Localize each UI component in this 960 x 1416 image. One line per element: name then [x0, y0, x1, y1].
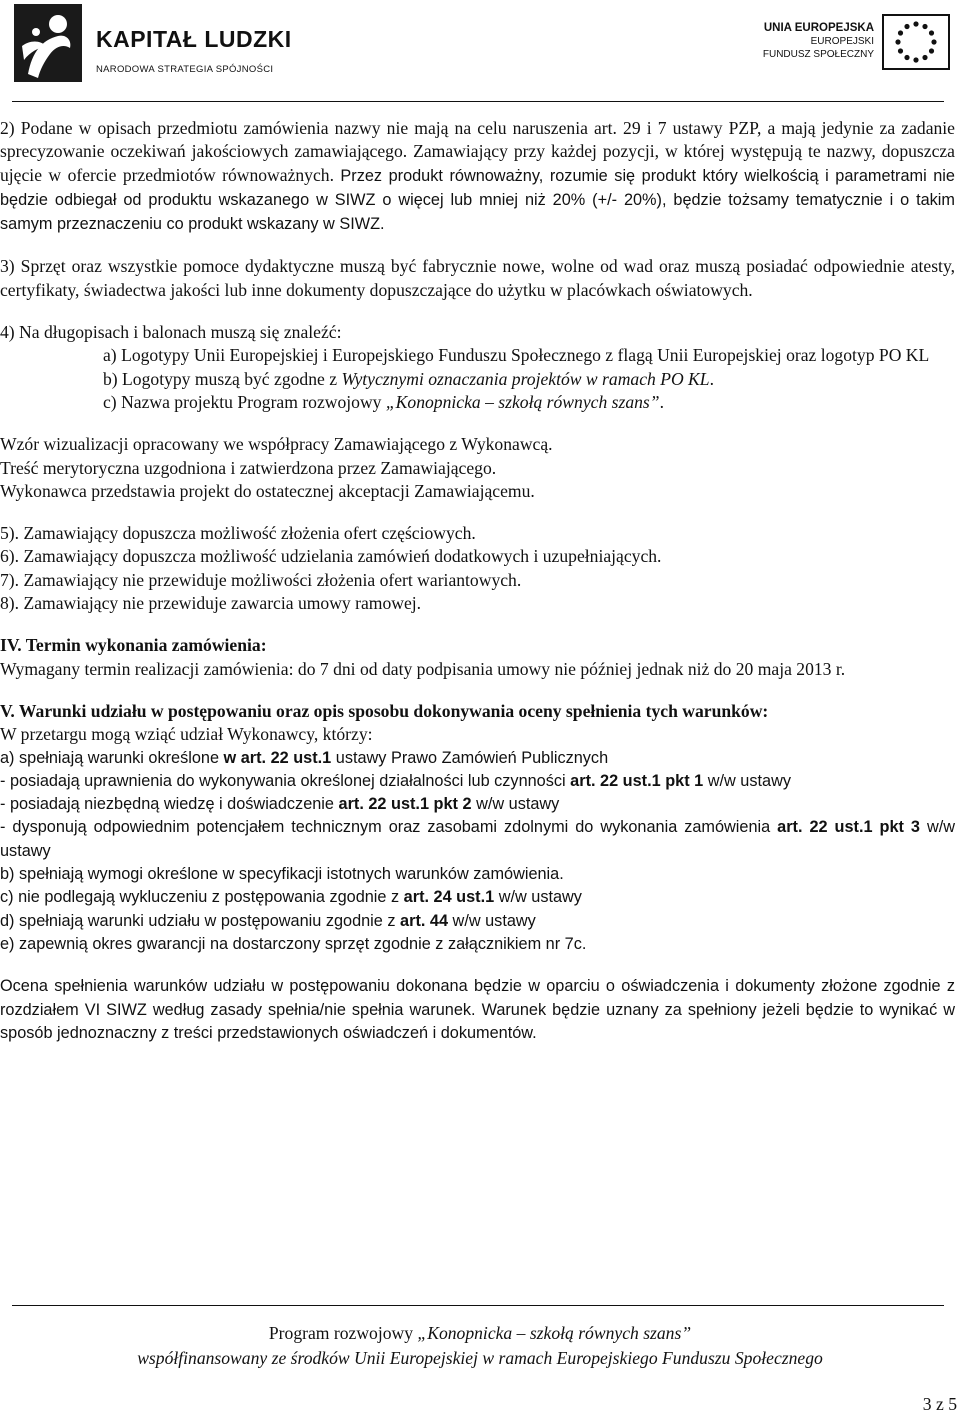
item-c-project-name: „Konopnicka – szkołą równych szans”: [385, 391, 660, 412]
kapital-ludzki-title: KAPITAŁ LUDZKI: [96, 26, 292, 52]
paragraph-4-item-a: a) Logotypy Unii Europejskiej i Europejskiego Funduszu Społecznego z flagą Unii Europejskiej oraz logotyp PO KL: [103, 345, 930, 366]
evaluation-paragraph: Ocena spełnienia warunków udziału w postępowaniu dokonana będzie w oparciu o oświadczenia i dokumenty złożone zgodnie z rozdziałem VI SIWZ według zasady spełnia/nie spełnia warunek. Warunek będzie uznany za spełniony jeżeli będzie to wynikać w sposób jednoznaczny z treści przedstawionych oświadczeń i dokumentów.: [0, 977, 955, 1042]
footer-divider: [12, 1305, 944, 1306]
visualization-note-2: Treść merytoryczna uzgodniona i zatwierdzona przez Zamawiającego.: [0, 457, 497, 478]
section-v-intro: W przetargu mogą wziąć udział Wykonawcy, którzy:: [0, 724, 373, 745]
visualization-note-3: Wykonawca przedstawia projekt do ostatecznej akceptacji Zamawiającemu.: [0, 480, 535, 501]
item-b-prefix: b) Logotypy muszą być zgodne z: [103, 368, 342, 389]
item-c-suffix: .: [659, 391, 664, 412]
item-8: 8). Zamawiający nie przewiduje zawarcia umowy ramowej.: [0, 593, 422, 614]
section-v-heading: V. Warunki udziału w postępowaniu oraz opis sposobu dokonywania oceny spełnienia tych warunków:: [0, 700, 769, 721]
footer-cofinancing: współfinansowany ze środków Unii Europejskiej w ramach Europejskiego Funduszu Społecznego: [137, 1348, 823, 1368]
page-header: [0, 0, 960, 92]
item-c-prefix: c) Nazwa projektu Program rozwojowy: [103, 391, 386, 412]
condition-a-1: - posiadają uprawnienia do wykonywania określonej działalności lub czynności art. 22 ust.1 pkt 1 w/w ustawy: [0, 771, 791, 790]
eu-logo-line2: EUROPEJSKI: [810, 36, 874, 47]
paragraph-4-item-c: [0, 391, 955, 414]
eu-logo-text: [763, 22, 874, 61]
condition-a-2: - posiadają niezbędną wiedzę i doświadczenie art. 22 ust.1 pkt 2 w/w ustawy: [0, 795, 560, 814]
section-iv-text: Wymagany termin realizacji zamówienia: do 7 dni od daty podpisania umowy nie później jednak niż do 20 maja 2013 r.: [0, 658, 846, 679]
document-body: [0, 117, 955, 1045]
item-5: 5). Zamawiający dopuszcza możliwość złożenia ofert częściowych.: [0, 523, 476, 544]
header-divider: [12, 101, 944, 102]
section-iv-heading: IV. Termin wykonania zamówienia:: [0, 635, 267, 656]
paragraph-2-part-b: Przez produkt równoważny, rozumie się produkt który wielkością i parametrami nie będzie odbiegał od produktu wskazanego w SIWZ o więcej lub mniej niż 20% (+/- 20%), będzie tożsamy tematycznie i o takim samym przeznaczeniu co produkt wskazany w SIWZ.: [0, 166, 955, 234]
paragraph-4: 4) Na długopisach i balonach muszą się znaleźć:: [0, 322, 342, 343]
paragraph-4-item-b: [0, 368, 955, 391]
item-6: 6). Zamawiający dopuszcza możliwość udzielania zamówień dodatkowych i uzupełniających.: [0, 546, 662, 567]
paragraph-2: [0, 117, 955, 236]
paragraph-2-part-a: 2) Podane w opisach przedmiotu zamówienia nazwy nie mają na celu naruszenia art. 29 i 7 ustawy PZP, a mają jedynie za zadanie sprecyzowanie oczekiwań jakościowych zamawiającego. Zamawiający przy każdej pozycji, w której występują te nazwy, dopuszcza ujęcie w ofercie przedmiotów równoważnych.: [0, 118, 955, 185]
paragraph-3: 3) Sprzęt oraz wszystkie pomoce dydaktyczne muszą być fabrycznie nowe, wolne od wad oraz muszą posiadać odpowiednie atesty, certyfikaty, świadectwa jakości lub inne dokumenty dopuszczające do użytku w placówkach oświatowych.: [0, 256, 955, 300]
condition-c: c) nie podlegają wykluczeniu z postępowania zgodnie z art. 24 ust.1 w/w ustawy: [0, 888, 582, 907]
kapital-ludzki-subtitle: NARODOWA STRATEGIA SPÓJNOŚCI: [96, 64, 274, 75]
condition-e: e) zapewnią okres gwarancji na dostarczony sprzęt zgodnie z załącznikiem nr 7c.: [0, 934, 587, 953]
condition-b: b) spełniają wymogi określone w specyfikacji istotnych warunków zamówienia.: [0, 865, 564, 884]
condition-d: d) spełniają warunki udziału w postępowaniu zgodnie z art. 44 w/w ustawy: [0, 911, 536, 930]
eu-logo-line1: UNIA EUROPEJSKA: [763, 22, 874, 34]
eu-flag-icon: [882, 14, 950, 70]
visualization-note-1: Wzór wizualizacji opracowany we współpracy Zamawiającego z Wykonawcą.: [0, 434, 553, 455]
item-b-suffix: .: [709, 368, 714, 389]
condition-a-3: - dysponują odpowiednim potencjałem technicznym oraz zasobami zdolnymi do wykonania zamówienia art. 22 ust.1 pkt 3 w/w ustawy: [0, 818, 955, 860]
kapital-ludzki-emblem-icon: [14, 4, 82, 82]
item-7: 7). Zamawiający nie przewiduje możliwości złożenia ofert wariantowych.: [0, 569, 522, 590]
eu-logo-line3: FUNDUSZ SPOŁECZNY: [762, 49, 874, 60]
eu-logo: [730, 14, 950, 74]
item-b-guidelines: Wytycznymi oznaczania projektów w ramach PO KL: [341, 368, 710, 389]
footer-project-name: Program rozwojowy „Konopnicka – szkołą równych szans”: [268, 1323, 692, 1343]
condition-a: a) spełniają warunki określone w art. 22 ust.1 ustawy Prawo Zamówień Publicznych: [0, 748, 609, 767]
kapital-ludzki-logo: [14, 4, 292, 84]
page-number: 3 z 5: [922, 1394, 957, 1414]
